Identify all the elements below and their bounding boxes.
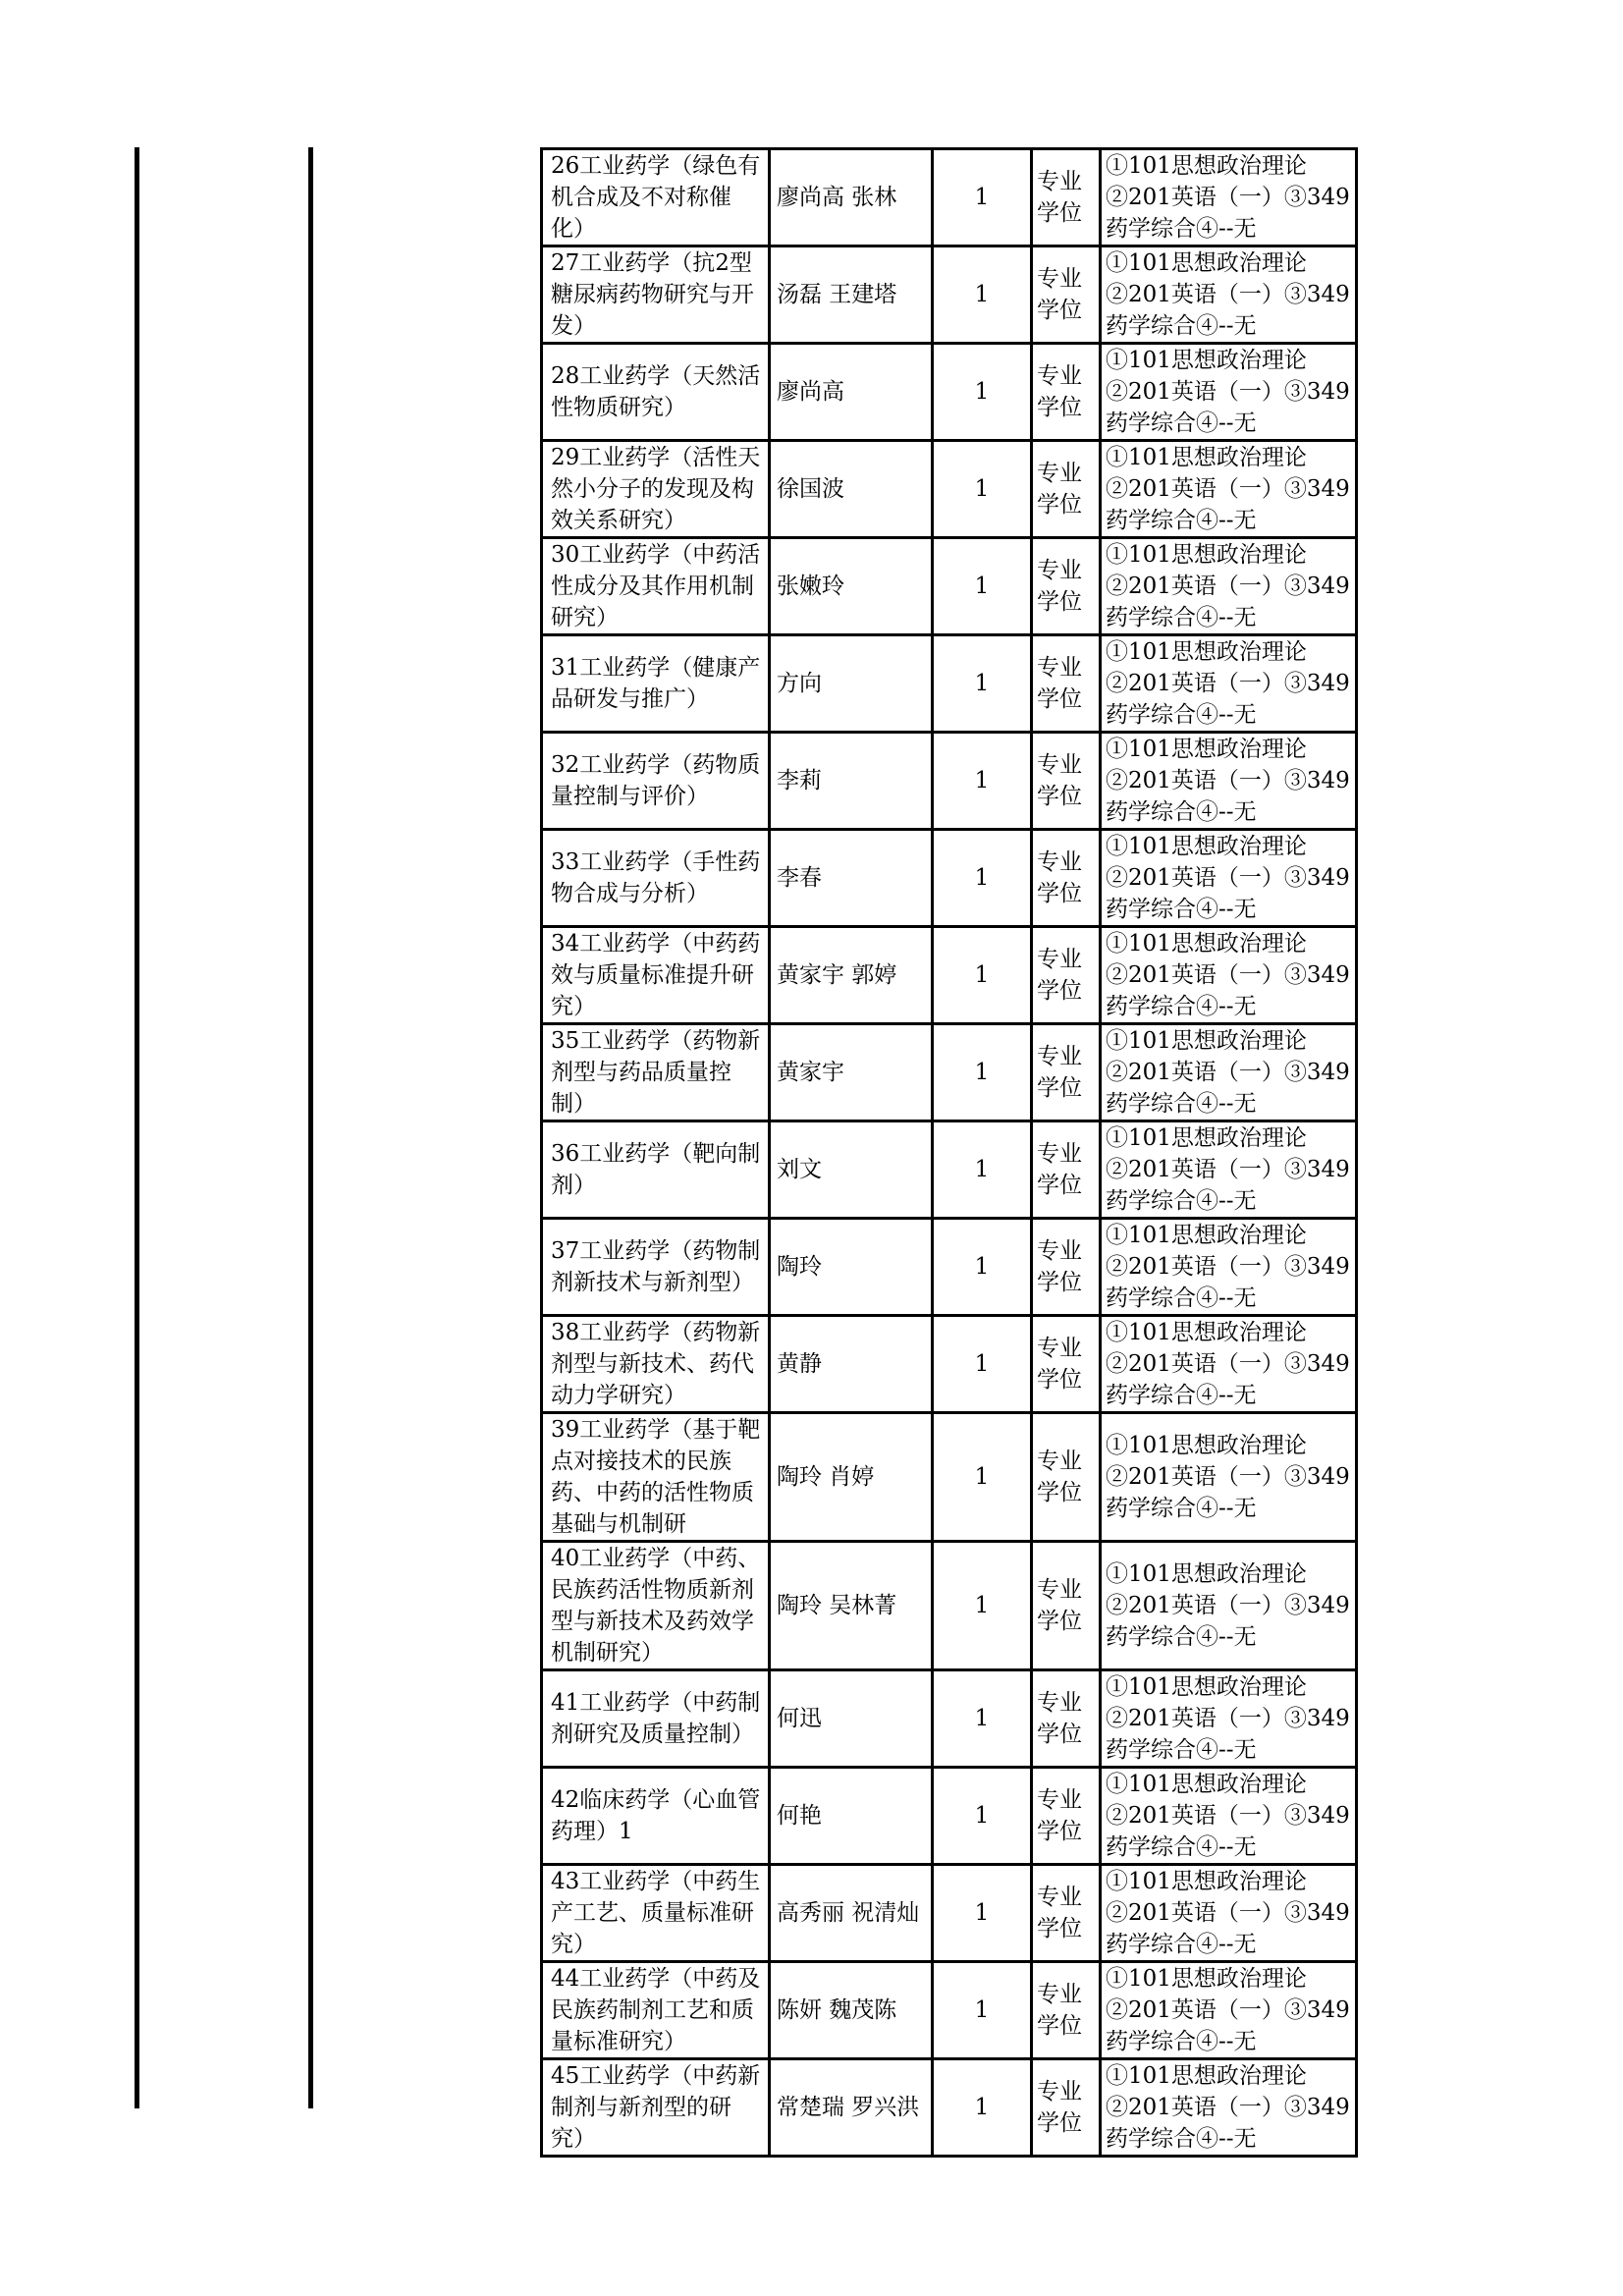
- degree-type-cell: 专业学位: [1032, 1121, 1101, 1219]
- direction-cell: 44工业药学（中药及民族药制剂工艺和质量标准研究）: [542, 1962, 770, 2059]
- exam-subjects-cell: ①101思想政治理论②201英语（一）③349药学综合④--无: [1101, 1121, 1357, 1219]
- degree-type-cell: 专业学位: [1032, 1670, 1101, 1768]
- table-row: [542, 1219, 1357, 1316]
- table-row: [542, 246, 1357, 344]
- quota-cell: 1: [933, 1542, 1032, 1670]
- table-row: [542, 149, 1357, 246]
- direction-cell: 43工业药学（中药生产工艺、质量标准研究）: [542, 1865, 770, 1962]
- degree-type-cell: 专业学位: [1032, 733, 1101, 830]
- quota-cell: 1: [933, 441, 1032, 538]
- direction-cell: 39工业药学（基于靶点对接技术的民族药、中药的活性物质基础与机制研: [542, 1413, 770, 1542]
- exam-subjects-cell: ①101思想政治理论②201英语（一）③349药学综合④--无: [1101, 1024, 1357, 1121]
- supervisor-cell: 黄家宇: [770, 1024, 933, 1121]
- direction-cell: 42临床药学（心血管药理）1: [542, 1768, 770, 1865]
- quota-cell: 1: [933, 1962, 1032, 2059]
- exam-subjects-cell: ①101思想政治理论②201英语（一）③349药学综合④--无: [1101, 927, 1357, 1024]
- degree-type-cell: 专业学位: [1032, 830, 1101, 927]
- quota-cell: 1: [933, 1768, 1032, 1865]
- degree-type-cell: 专业学位: [1032, 1316, 1101, 1413]
- exam-subjects-cell: ①101思想政治理论②201英语（一）③349药学综合④--无: [1101, 1865, 1357, 1962]
- table-body: [542, 149, 1357, 2157]
- table-row: [542, 1413, 1357, 1542]
- quota-cell: 1: [933, 635, 1032, 733]
- direction-cell: 33工业药学（手性药物合成与分析）: [542, 830, 770, 927]
- supervisor-cell: 陶玲 肖婷: [770, 1413, 933, 1542]
- supervisor-cell: 廖尚高 张林: [770, 149, 933, 246]
- direction-cell: 28工业药学（天然活性物质研究）: [542, 344, 770, 441]
- table-row: [542, 1024, 1357, 1121]
- supervisor-cell: 李莉: [770, 733, 933, 830]
- supervisor-cell: 汤磊 王建塔: [770, 246, 933, 344]
- exam-subjects-cell: ①101思想政治理论②201英语（一）③349药学综合④--无: [1101, 246, 1357, 344]
- table-row: [542, 2059, 1357, 2157]
- degree-type-cell: 专业学位: [1032, 635, 1101, 733]
- direction-cell: 32工业药学（药物质量控制与评价）: [542, 733, 770, 830]
- degree-type-cell: 专业学位: [1032, 246, 1101, 344]
- direction-cell: 35工业药学（药物新剂型与药品质量控制）: [542, 1024, 770, 1121]
- supervisor-cell: 陶玲: [770, 1219, 933, 1316]
- exam-subjects-cell: ①101思想政治理论②201英语（一）③349药学综合④--无: [1101, 1413, 1357, 1542]
- supervisor-cell: 高秀丽 祝清灿: [770, 1865, 933, 1962]
- supervisor-cell: 陶玲 吴林菁: [770, 1542, 933, 1670]
- supervisor-cell: 常楚瑞 罗兴洪: [770, 2059, 933, 2157]
- quota-cell: 1: [933, 344, 1032, 441]
- supervisor-cell: 何迅: [770, 1670, 933, 1768]
- supervisor-cell: 徐国波: [770, 441, 933, 538]
- table-row: [542, 538, 1357, 635]
- direction-cell: 26工业药学（绿色有机合成及不对称催化）: [542, 149, 770, 246]
- second-column-line: [308, 147, 313, 2108]
- supervisor-cell: 陈妍 魏茂陈: [770, 1962, 933, 2059]
- table-row: [542, 1865, 1357, 1962]
- exam-subjects-cell: ①101思想政治理论②201英语（一）③349药学综合④--无: [1101, 830, 1357, 927]
- quota-cell: 1: [933, 1670, 1032, 1768]
- degree-type-cell: 专业学位: [1032, 344, 1101, 441]
- exam-subjects-cell: ①101思想政治理论②201英语（一）③349药学综合④--无: [1101, 149, 1357, 246]
- quota-cell: 1: [933, 1219, 1032, 1316]
- degree-type-cell: 专业学位: [1032, 441, 1101, 538]
- quota-cell: 1: [933, 2059, 1032, 2157]
- table-row: [542, 1962, 1357, 2059]
- table-row: [542, 344, 1357, 441]
- quota-cell: 1: [933, 1121, 1032, 1219]
- table-row: [542, 830, 1357, 927]
- degree-type-cell: 专业学位: [1032, 1865, 1101, 1962]
- direction-cell: 34工业药学（中药药效与质量标准提升研究）: [542, 927, 770, 1024]
- table-row: [542, 441, 1357, 538]
- supervisor-cell: 廖尚高: [770, 344, 933, 441]
- supervisor-cell: 何艳: [770, 1768, 933, 1865]
- exam-subjects-cell: ①101思想政治理论②201英语（一）③349药学综合④--无: [1101, 1219, 1357, 1316]
- quota-cell: 1: [933, 1316, 1032, 1413]
- degree-type-cell: 专业学位: [1032, 1962, 1101, 2059]
- exam-subjects-cell: ①101思想政治理论②201英语（一）③349药学综合④--无: [1101, 1542, 1357, 1670]
- exam-subjects-cell: ①101思想政治理论②201英语（一）③349药学综合④--无: [1101, 635, 1357, 733]
- degree-type-cell: 专业学位: [1032, 2059, 1101, 2157]
- exam-subjects-cell: ①101思想政治理论②201英语（一）③349药学综合④--无: [1101, 1962, 1357, 2059]
- degree-type-cell: 专业学位: [1032, 1542, 1101, 1670]
- degree-type-cell: 专业学位: [1032, 1413, 1101, 1542]
- degree-type-cell: 专业学位: [1032, 1024, 1101, 1121]
- supervisor-cell: 张嫩玲: [770, 538, 933, 635]
- table-row: [542, 635, 1357, 733]
- table-row: [542, 1670, 1357, 1768]
- quota-cell: 1: [933, 733, 1032, 830]
- quota-cell: 1: [933, 246, 1032, 344]
- direction-cell: 36工业药学（靶向制剂）: [542, 1121, 770, 1219]
- direction-cell: 30工业药学（中药活性成分及其作用机制研究）: [542, 538, 770, 635]
- direction-cell: 29工业药学（活性天然小分子的发现及构效关系研究）: [542, 441, 770, 538]
- direction-cell: 37工业药学（药物制剂新技术与新剂型）: [542, 1219, 770, 1316]
- supervisor-cell: 刘文: [770, 1121, 933, 1219]
- table-row: [542, 1768, 1357, 1865]
- quota-cell: 1: [933, 927, 1032, 1024]
- quota-cell: 1: [933, 1024, 1032, 1121]
- direction-cell: 31工业药学（健康产品研发与推广）: [542, 635, 770, 733]
- exam-subjects-cell: ①101思想政治理论②201英语（一）③349药学综合④--无: [1101, 441, 1357, 538]
- quota-cell: 1: [933, 538, 1032, 635]
- degree-type-cell: 专业学位: [1032, 1219, 1101, 1316]
- degree-type-cell: 专业学位: [1032, 1768, 1101, 1865]
- table-row: [542, 1542, 1357, 1670]
- supervisor-cell: 李春: [770, 830, 933, 927]
- degree-type-cell: 专业学位: [1032, 538, 1101, 635]
- table-row: [542, 927, 1357, 1024]
- supervisor-cell: 黄静: [770, 1316, 933, 1413]
- quota-cell: 1: [933, 1865, 1032, 1962]
- exam-subjects-cell: ①101思想政治理论②201英语（一）③349药学综合④--无: [1101, 1316, 1357, 1413]
- direction-cell: 41工业药学（中药制剂研究及质量控制）: [542, 1670, 770, 1768]
- table-row: [542, 1121, 1357, 1219]
- direction-cell: 38工业药学（药物新剂型与新技术、药代动力学研究）: [542, 1316, 770, 1413]
- exam-subjects-cell: ①101思想政治理论②201英语（一）③349药学综合④--无: [1101, 1768, 1357, 1865]
- degree-type-cell: 专业学位: [1032, 149, 1101, 246]
- exam-subjects-cell: ①101思想政治理论②201英语（一）③349药学综合④--无: [1101, 2059, 1357, 2157]
- exam-subjects-cell: ①101思想政治理论②201英语（一）③349药学综合④--无: [1101, 538, 1357, 635]
- direction-cell: 40工业药学（中药、民族药活性物质新剂型与新技术及药效学机制研究）: [542, 1542, 770, 1670]
- direction-cell: 27工业药学（抗2型糖尿病药物研究与开发）: [542, 246, 770, 344]
- degree-type-cell: 专业学位: [1032, 927, 1101, 1024]
- quota-cell: 1: [933, 830, 1032, 927]
- quota-cell: 1: [933, 149, 1032, 246]
- exam-subjects-cell: ①101思想政治理论②201英语（一）③349药学综合④--无: [1101, 733, 1357, 830]
- left-border-line: [135, 147, 139, 2108]
- supervisor-cell: 方向: [770, 635, 933, 733]
- direction-cell: 45工业药学（中药新制剂与新剂型的研究）: [542, 2059, 770, 2157]
- exam-subjects-cell: ①101思想政治理论②201英语（一）③349药学综合④--无: [1101, 344, 1357, 441]
- quota-cell: 1: [933, 1413, 1032, 1542]
- supervisor-cell: 黄家宇 郭婷: [770, 927, 933, 1024]
- table-row: [542, 1316, 1357, 1413]
- table-row: [542, 733, 1357, 830]
- exam-subjects-cell: ①101思想政治理论②201英语（一）③349药学综合④--无: [1101, 1670, 1357, 1768]
- admissions-table: [540, 147, 1358, 2158]
